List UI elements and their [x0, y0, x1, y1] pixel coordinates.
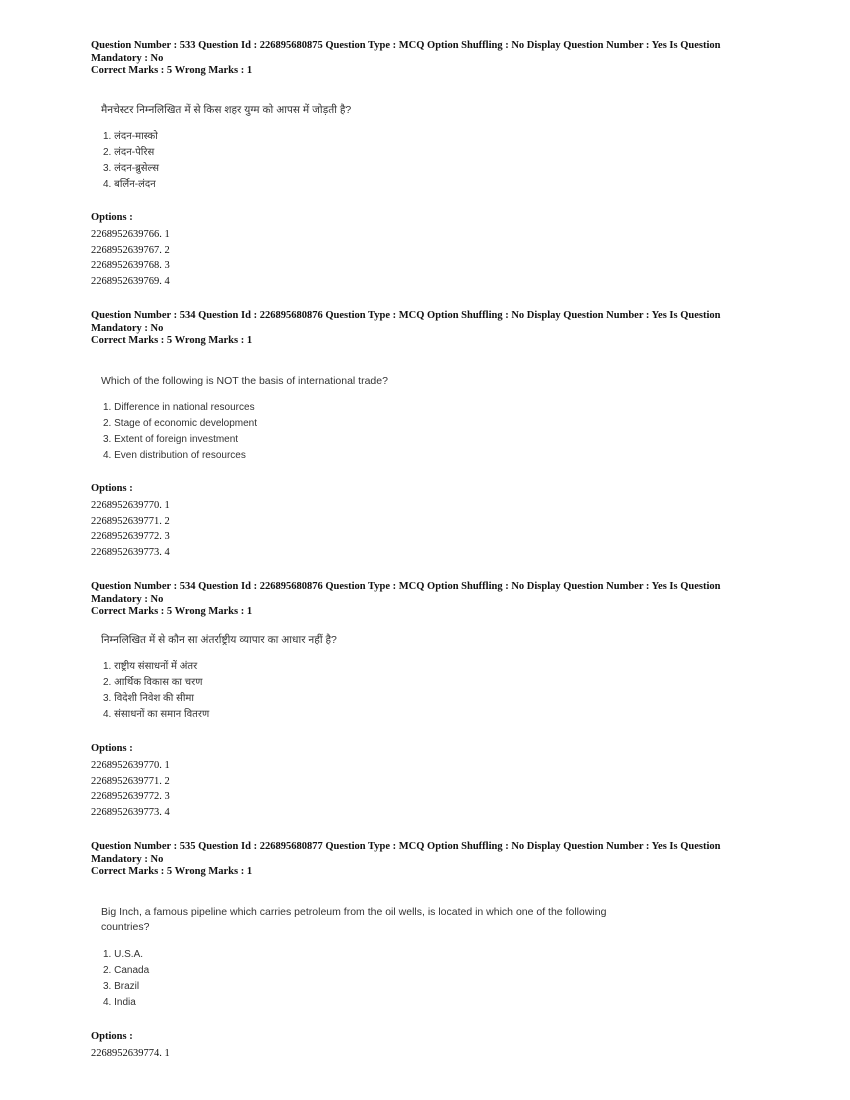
- header-line: Question Number : 533 Question Id : 226895680875 Question Type : MCQ Option Shuffling : No Display Question Number : Yes Is Question: [91, 40, 721, 51]
- question-header: [91, 310, 751, 348]
- choice-item: 3. लंदन-ब्रुसेल्स: [103, 163, 159, 174]
- option-id: 2268952639773. 4: [91, 806, 170, 818]
- option-id: 2268952639768. 3: [91, 260, 170, 272]
- choice-item: 4. संसाधनों का समान वितरण: [103, 709, 210, 720]
- options-list: [91, 1046, 170, 1062]
- question-text: Which of the following is NOT the basis of international trade?: [101, 375, 388, 387]
- choice-item: 2. आर्थिक विकास का चरण: [103, 677, 203, 688]
- option-id: 2268952639769. 4: [91, 275, 170, 287]
- question-block: [91, 40, 751, 287]
- option-id: 2268952639766. 1: [91, 229, 170, 240]
- question-block: [91, 841, 751, 1059]
- choice-item: 3. Extent of foreign investment: [103, 434, 239, 445]
- header-line: Mandatory : No: [91, 593, 164, 605]
- header-line: Mandatory : No: [91, 322, 164, 334]
- options-list: [91, 498, 170, 560]
- choice-item: 1. Difference in national resources: [103, 402, 255, 413]
- question-text: मैनचेस्टर निम्नलिखित में से किस शहर युग्म को आपस में जोड़ती है?: [101, 104, 352, 116]
- options-list: [91, 227, 170, 289]
- option-id: 2268952639767. 2: [91, 244, 170, 256]
- marks-line: Correct Marks : 5 Wrong Marks : 1: [91, 866, 253, 877]
- choice-list: [103, 400, 257, 464]
- options-label: Options :: [91, 483, 133, 494]
- option-id: 2268952639772. 3: [91, 791, 170, 803]
- choice-item: 3. Brazil: [103, 981, 140, 992]
- option-id: 2268952639774. 1: [91, 1048, 170, 1059]
- choice-item: 4. India: [103, 997, 136, 1008]
- header-line: Question Number : 535 Question Id : 226895680877 Question Type : MCQ Option Shuffling : No Display Question Number : Yes Is Question: [91, 841, 721, 852]
- choice-item: 4. बर्लिन-लंदन: [103, 179, 156, 190]
- option-id: 2268952639770. 1: [91, 760, 170, 771]
- question-text-line: Big Inch, a famous pipeline which carries petroleum from the oil wells, is located in which one of the following: [101, 906, 607, 918]
- question-text-line: countries?: [101, 921, 150, 933]
- choice-item: 2. Canada: [103, 965, 150, 976]
- header-line: Mandatory : No: [91, 853, 164, 865]
- question-block: [91, 581, 751, 818]
- option-id: 2268952639773. 4: [91, 546, 170, 558]
- options-label: Options :: [91, 212, 133, 223]
- choice-item: 2. लंदन-पेरिस: [103, 147, 155, 158]
- question-header: [91, 40, 751, 78]
- choice-item: 3. विदेशी निवेश की सीमा: [103, 693, 194, 704]
- choice-item: 1. U.S.A.: [103, 949, 144, 960]
- option-id: 2268952639771. 2: [91, 775, 170, 787]
- header-line: Mandatory : No: [91, 52, 164, 64]
- header-line: Question Number : 534 Question Id : 226895680876 Question Type : MCQ Option Shuffling : No Display Question Number : Yes Is Question: [91, 310, 721, 321]
- question-header: [91, 581, 751, 619]
- choice-list: [103, 129, 159, 193]
- option-id: 2268952639772. 3: [91, 531, 170, 543]
- choice-item: 4. Even distribution of resources: [103, 450, 246, 461]
- option-id: 2268952639770. 1: [91, 500, 170, 511]
- header-line: Question Number : 534 Question Id : 226895680876 Question Type : MCQ Option Shuffling : No Display Question Number : Yes Is Question: [91, 581, 721, 592]
- options-list: [91, 758, 170, 820]
- options-label: Options :: [91, 743, 133, 754]
- choice-list: [103, 947, 149, 1011]
- choice-item: 1. राष्ट्रीय संसाधनों में अंतर: [103, 661, 198, 672]
- question-header: [91, 841, 751, 879]
- question-block: [91, 310, 751, 558]
- option-id: 2268952639771. 2: [91, 515, 170, 527]
- question-text: निम्नलिखित में से कौन सा अंतर्राष्ट्रीय व्यापार का आधार नहीं है?: [101, 634, 337, 646]
- question-text: [101, 905, 606, 935]
- choice-item: 2. Stage of economic development: [103, 418, 257, 429]
- marks-line: Correct Marks : 5 Wrong Marks : 1: [91, 606, 253, 617]
- marks-line: Correct Marks : 5 Wrong Marks : 1: [91, 335, 253, 346]
- marks-line: Correct Marks : 5 Wrong Marks : 1: [91, 65, 253, 76]
- choice-item: 1. लंदन-मास्को: [103, 131, 158, 142]
- options-label: Options :: [91, 1031, 133, 1042]
- choice-list: [103, 659, 209, 723]
